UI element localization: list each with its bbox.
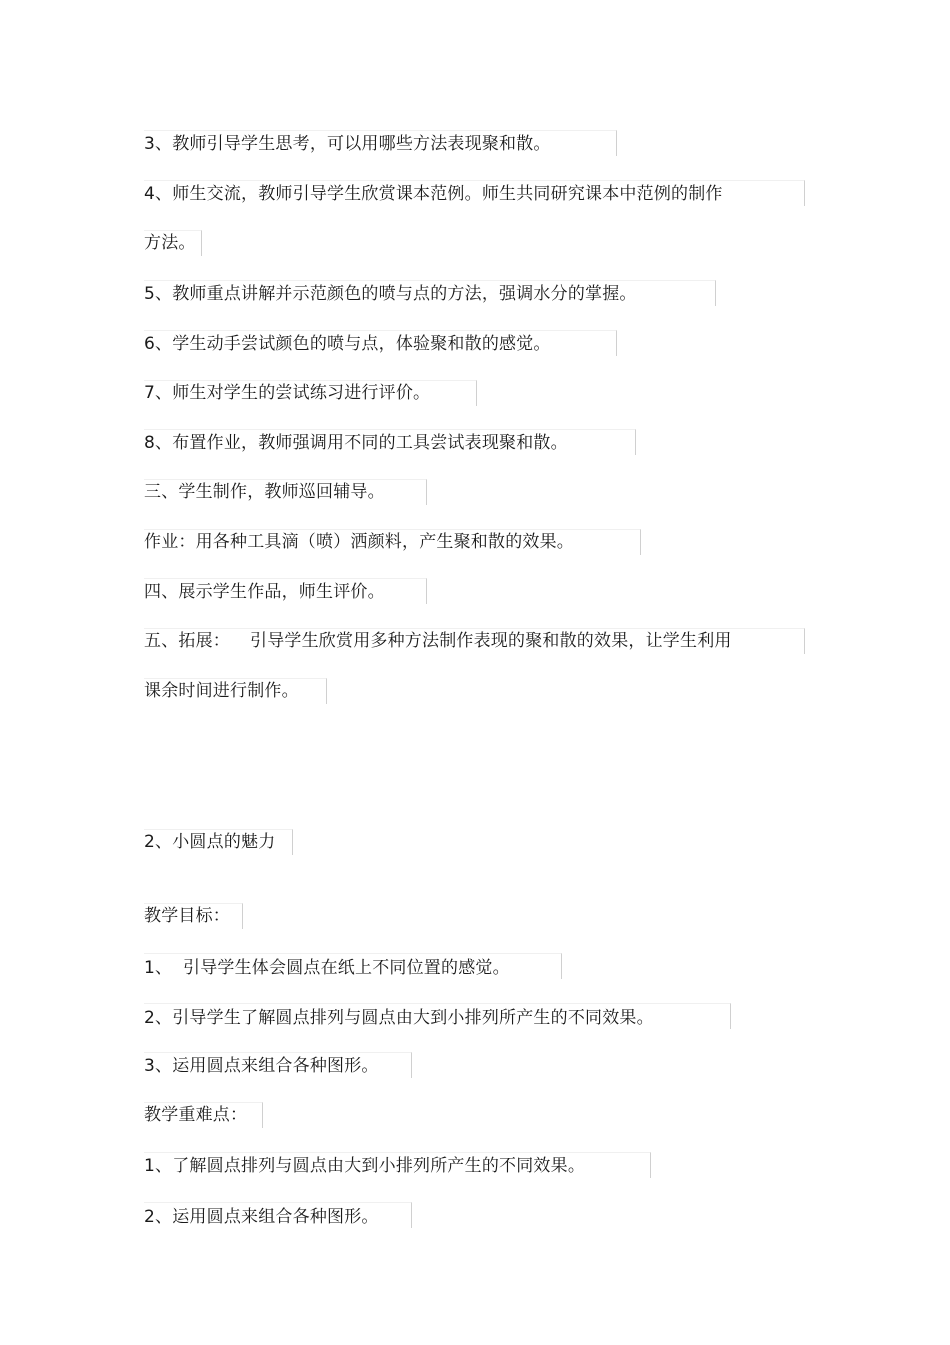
step-3-text: 3、教师引导学生思考，可以用哪些方法表现聚和散。 bbox=[144, 134, 551, 154]
step-5-text: 5、教师重点讲解并示范颜色的喷与点的方法，强调水分的掌握。 bbox=[144, 284, 637, 304]
step-4-text: 4、师生交流，教师引导学生欣赏课本范例。师生共同研究课本中范例的制作 bbox=[144, 184, 723, 204]
objective-3-text: 3、运用圆点来组合各种图形。 bbox=[144, 1056, 379, 1076]
key-point-2-text: 2、运用圆点来组合各种图形。 bbox=[144, 1207, 379, 1227]
key-points-heading: 教学重难点： bbox=[144, 1105, 248, 1125]
homework-text: 作业：用各种工具滴（喷）洒颜料，产生聚和散的效果。 bbox=[144, 532, 574, 552]
section-5-continuation: 课余时间进行制作。 bbox=[144, 681, 299, 701]
section-5-heading: 五、拓展： bbox=[144, 631, 230, 651]
step-7-text: 7、师生对学生的尝试练习进行评价。 bbox=[144, 383, 431, 403]
section-4-heading: 四、展示学生作品，师生评价。 bbox=[144, 582, 385, 602]
section-3-heading: 三、学生制作，教师巡回辅导。 bbox=[144, 482, 385, 502]
objective-1-number: 1、 bbox=[144, 958, 173, 978]
objectives-heading: 教学目标： bbox=[144, 906, 230, 926]
section-5-text: 引导学生欣赏用多种方法制作表现的聚和散的效果，让学生利用 bbox=[250, 631, 732, 651]
objective-1-text: 引导学生体会圆点在纸上不同位置的感觉。 bbox=[183, 958, 510, 978]
step-6-text: 6、学生动手尝试颜色的喷与点，体验聚和散的感觉。 bbox=[144, 334, 551, 354]
key-point-1-text: 1、了解圆点排列与圆点由大到小排列所产生的不同效果。 bbox=[144, 1156, 586, 1176]
step-8-text: 8、布置作业，教师强调用不同的工具尝试表现聚和散。 bbox=[144, 433, 568, 453]
lesson-title: 2、小圆点的魅力 bbox=[144, 832, 276, 852]
step-4-continuation: 方法。 bbox=[144, 233, 196, 253]
objective-2-text: 2、引导学生了解圆点排列与圆点由大到小排列所产生的不同效果。 bbox=[144, 1008, 654, 1028]
